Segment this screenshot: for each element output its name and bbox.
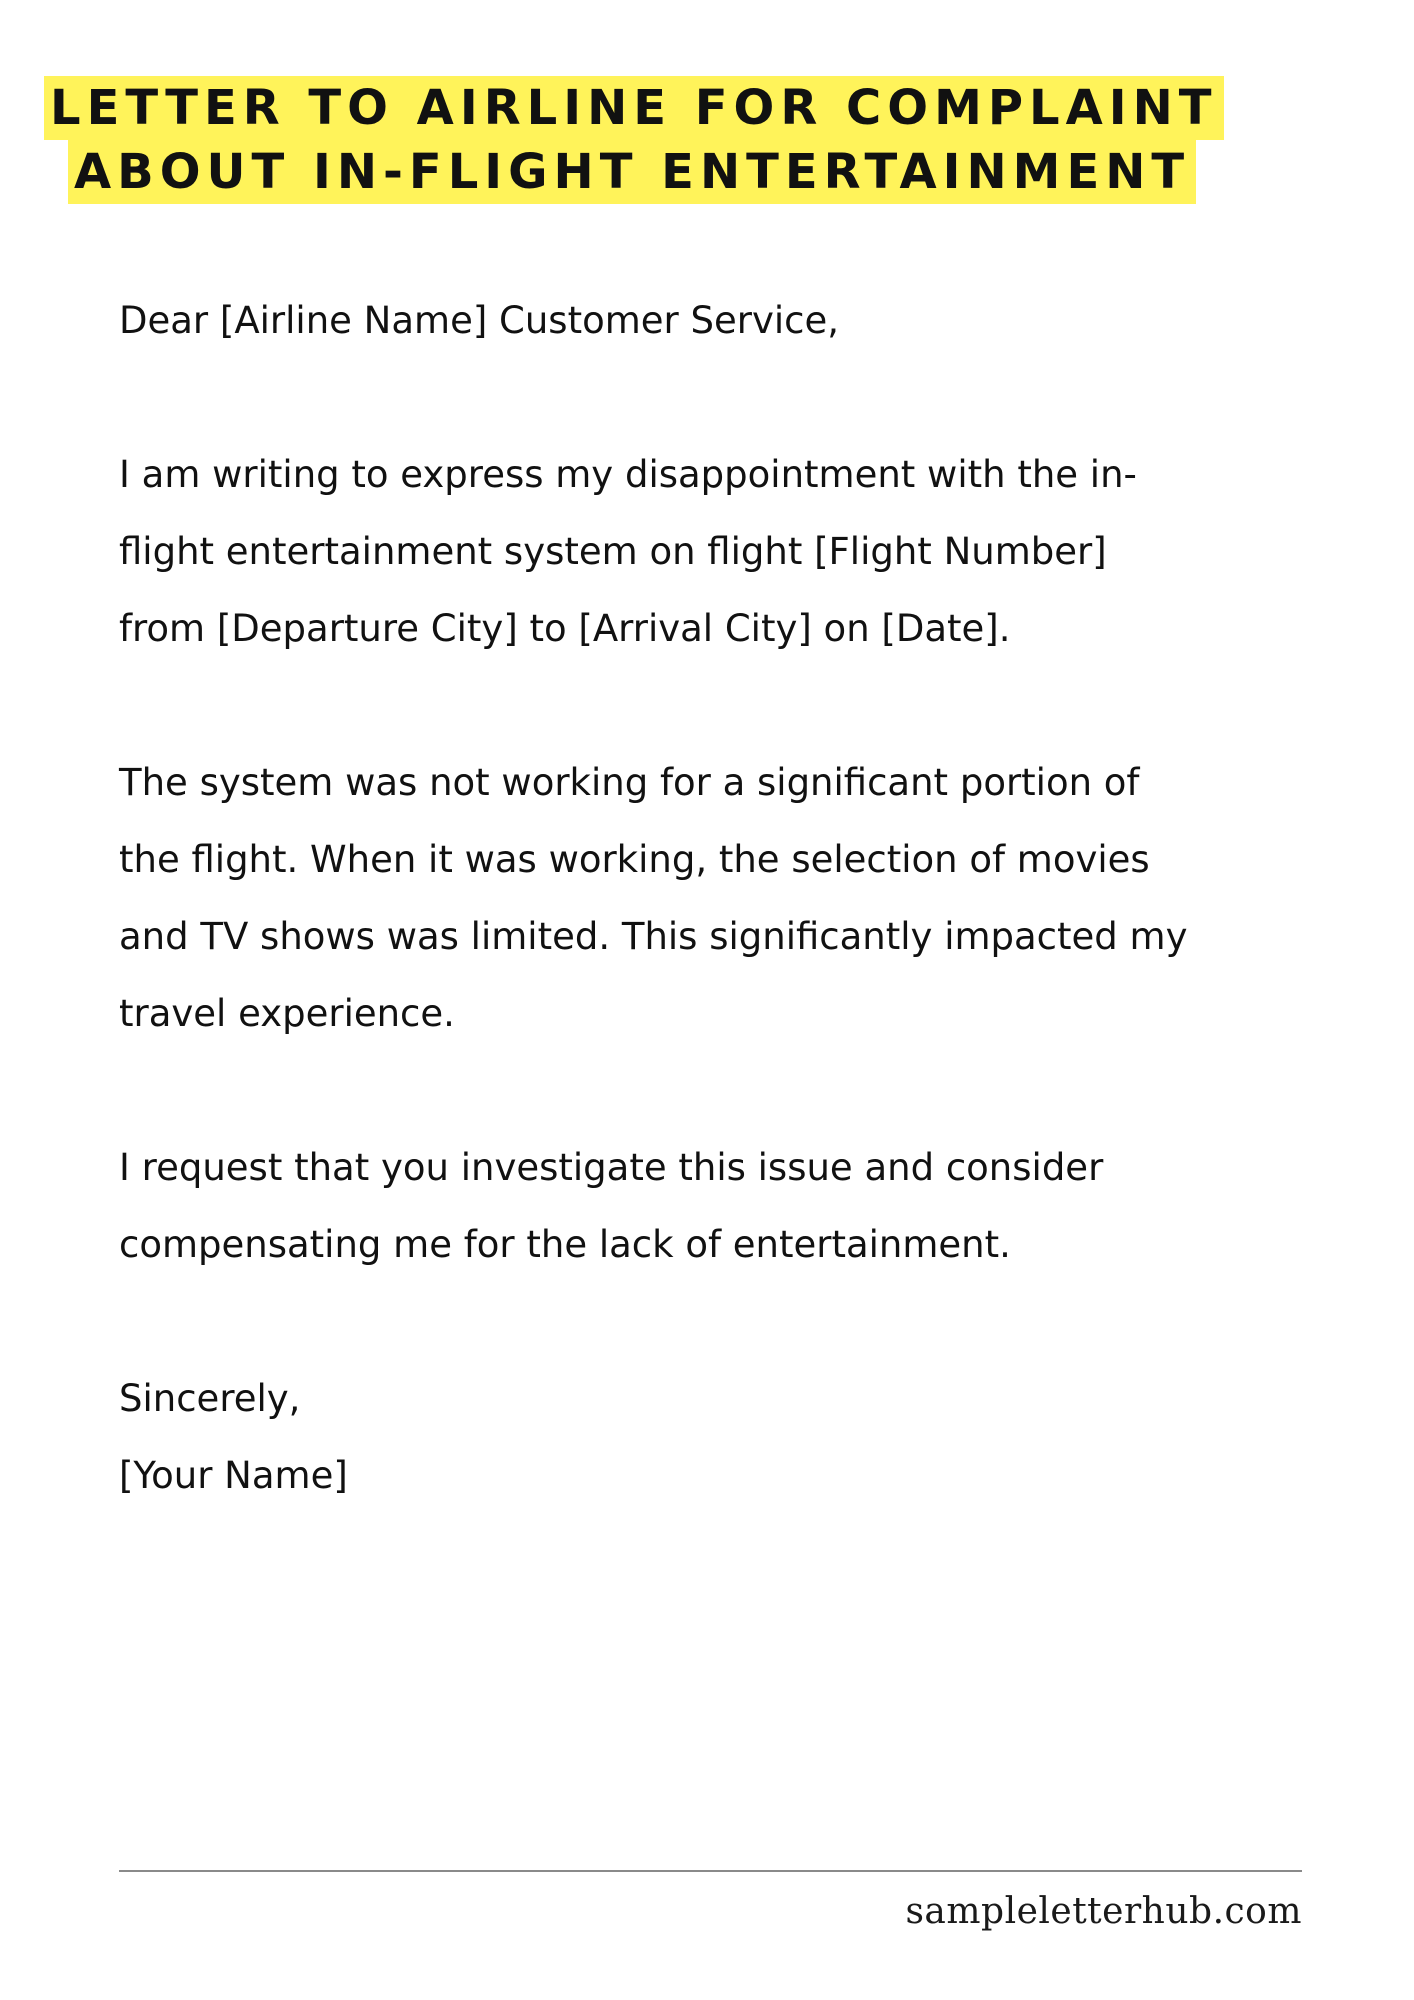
paragraph-gap xyxy=(119,1052,1359,1129)
signature: [Your Name] xyxy=(119,1454,348,1497)
paragraph-3-line-2: compensating me for the lack of entertainment. xyxy=(119,1223,1011,1266)
paragraph-gap xyxy=(119,667,1359,744)
title-line-2: ABOUT IN-FLIGHT ENTERTAINMENT xyxy=(68,140,1196,204)
paragraph-2-line-1: The system was not working for a significant portion of xyxy=(119,761,1140,804)
paragraph-1-line-1: I am writing to express my disappointment with the in- xyxy=(119,453,1137,496)
salutation: Dear [Airline Name] Customer Service, xyxy=(119,299,840,342)
paragraph-2-line-3: and TV shows was limited. This significantly impacted my xyxy=(119,915,1188,958)
paragraph-2-line-2: the flight. When it was working, the selection of movies xyxy=(119,838,1150,881)
letter-body xyxy=(119,282,1359,1514)
paragraph-1 xyxy=(119,436,1359,667)
title-line-1: LETTER TO AIRLINE FOR COMPLAINT xyxy=(44,76,1224,140)
footer-divider xyxy=(119,1870,1302,1872)
paragraph-1-line-2: flight entertainment system on flight [Flight Number] xyxy=(119,530,1107,573)
paragraph-gap xyxy=(119,359,1359,436)
footer-brand: sampleletterhub.com xyxy=(905,1891,1302,1932)
paragraph-3-line-1: I request that you investigate this issue and consider xyxy=(119,1146,1104,1189)
paragraph-1-line-3: from [Departure City] to [Arrival City] on [Date]. xyxy=(119,607,1011,650)
paragraph-2 xyxy=(119,744,1359,1052)
closing: Sincerely, xyxy=(119,1377,301,1420)
paragraph-2-line-4: travel experience. xyxy=(119,992,455,1035)
page-title xyxy=(44,76,1374,204)
paragraph-3 xyxy=(119,1129,1359,1283)
paragraph-gap xyxy=(119,1283,1359,1360)
